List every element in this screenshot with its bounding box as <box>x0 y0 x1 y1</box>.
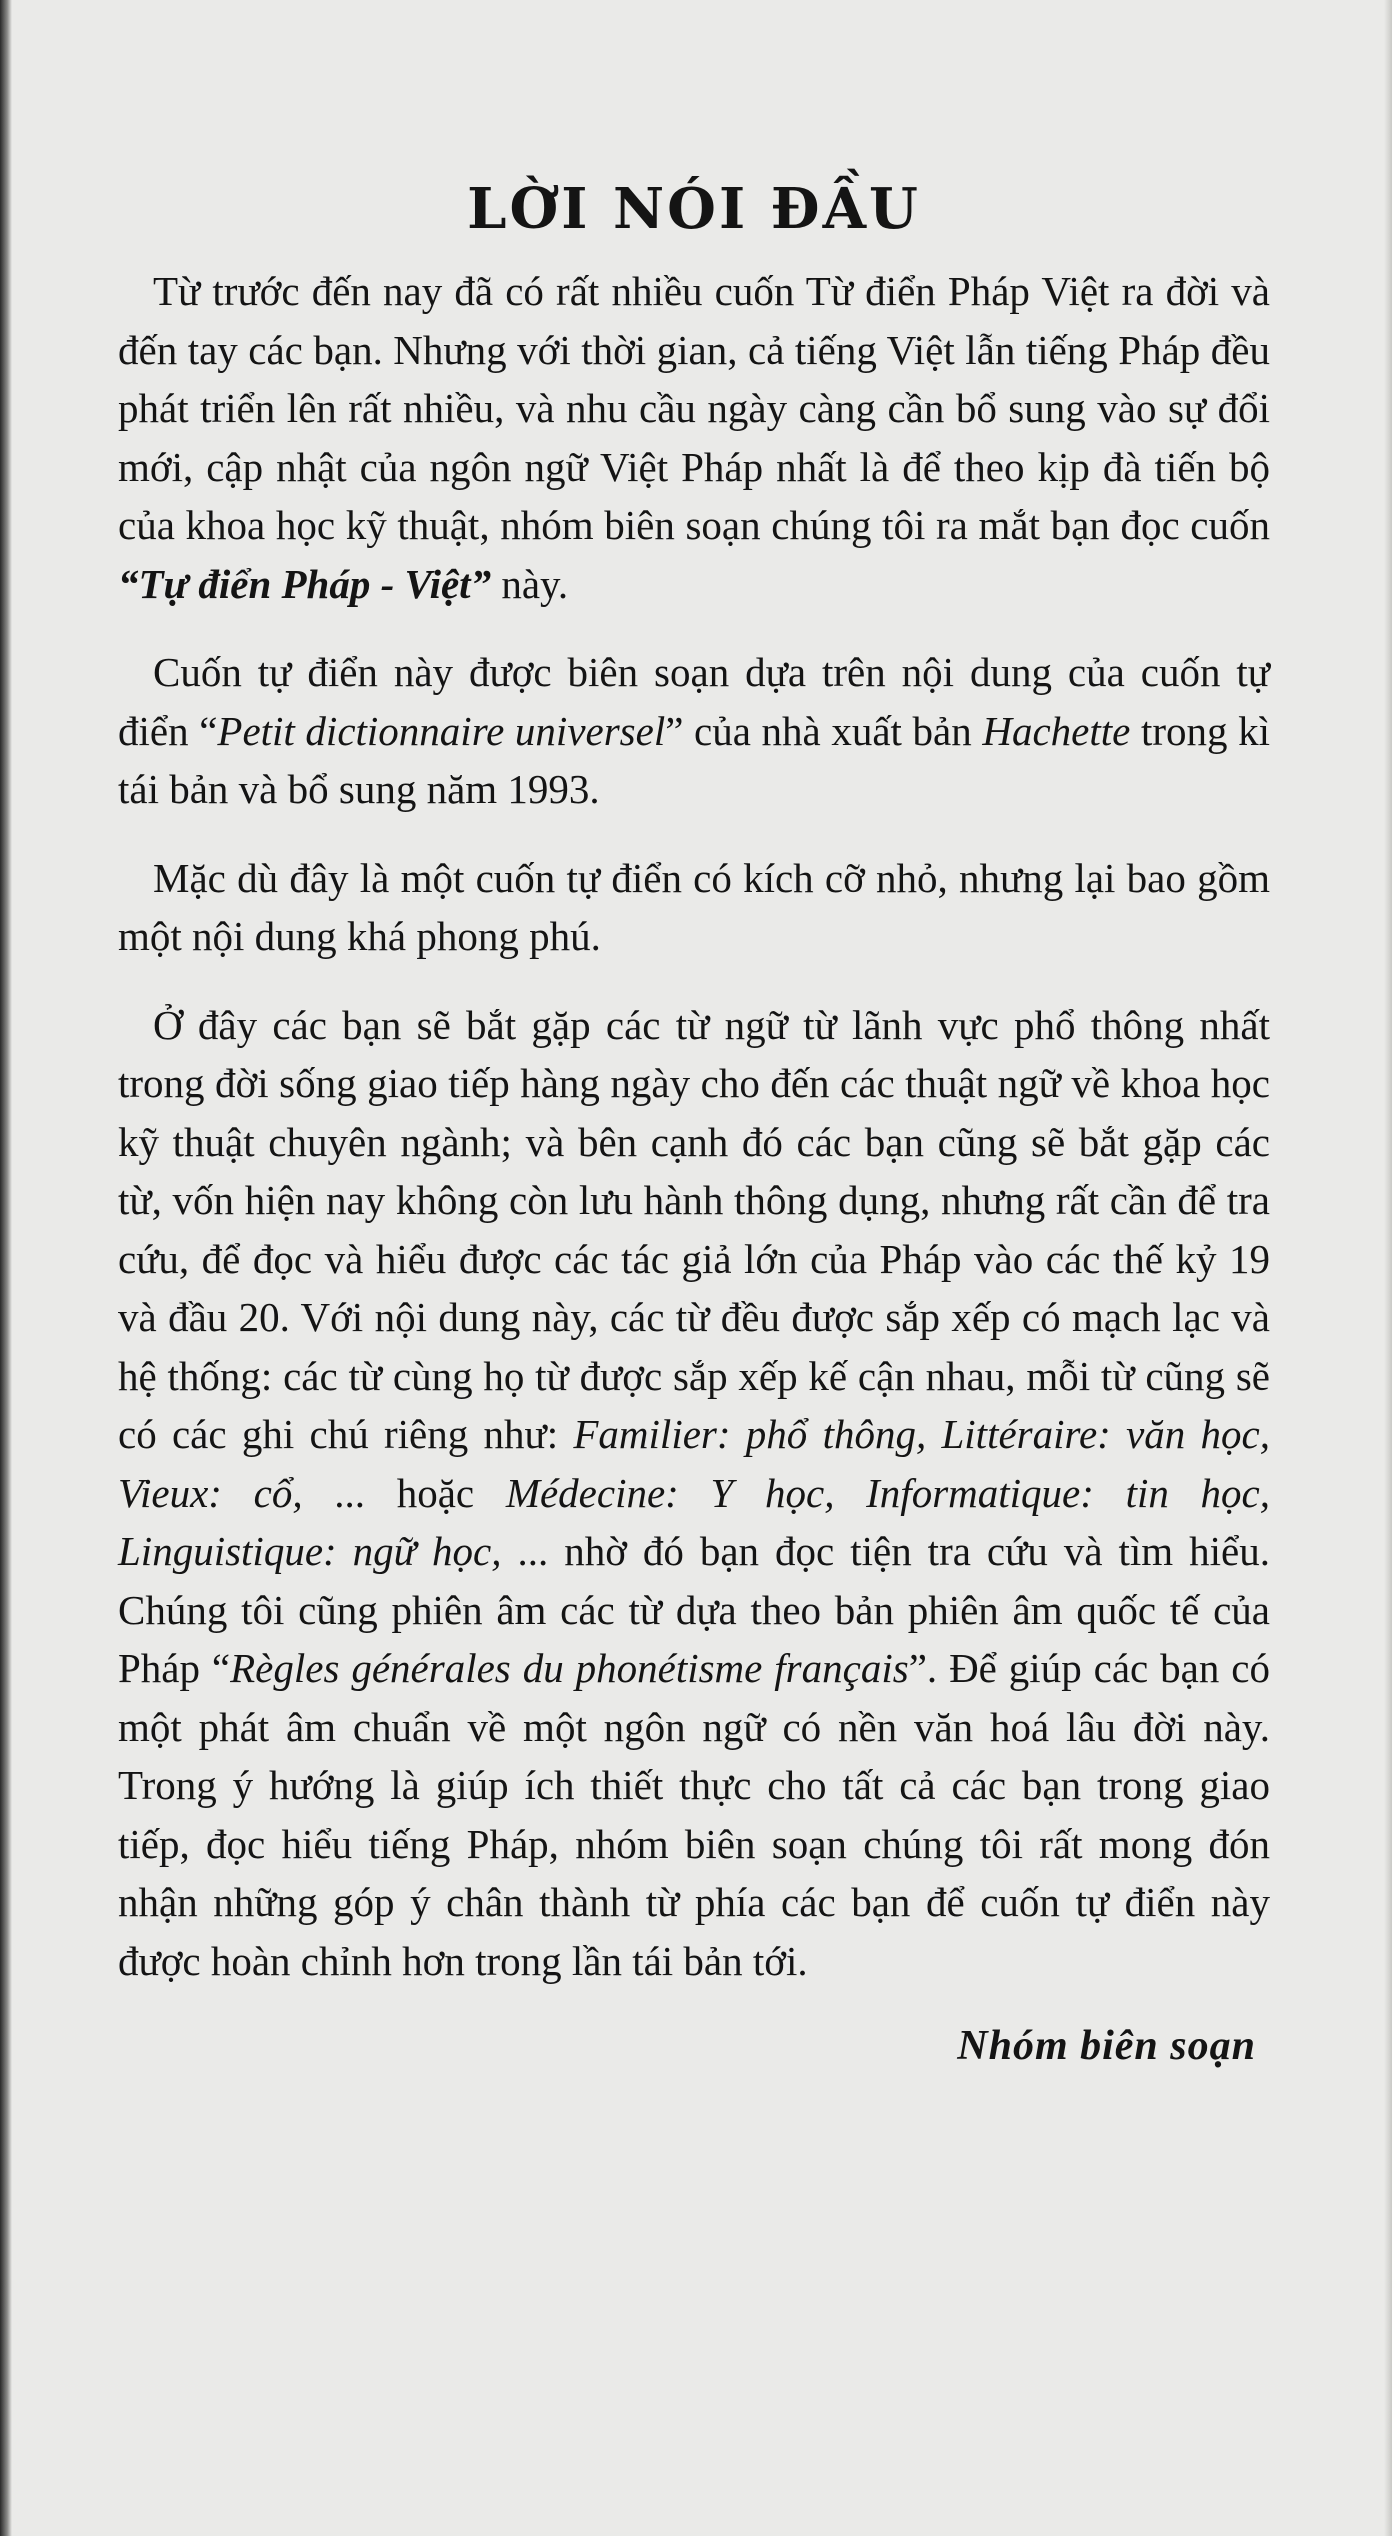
paragraph-source-end: trong kì tái bản và bổ sung năm 1993. <box>118 707 1270 812</box>
page-outer-edge <box>1384 0 1392 2536</box>
source-dictionary-title: Petit dictionnaire universel <box>217 707 666 754</box>
book-title-emphasis: “Tự điển Pháp - Việt” <box>118 560 492 607</box>
paragraph-content-text: Ở đây các bạn sẽ bắt gặp các từ ngữ từ lãnh vực phổ thông nhất trong đời sống giao tiếp hàng ngày cho đến các thuật ngữ về khoa học kỹ thuật chuyên ngành; và bên cạnh đó các bạn cũng sẽ bắt gặp các từ, vốn hiện nay không còn lưu hành thông dụng, nhưng rất cần để tra cứu, để đọc và hiểu được các tác giả lớn của Pháp vào các thế kỷ 19 và đầu 20. Với nội dung này, các từ đều được sắp xếp có mạch lạc và hệ thống: các từ cùng họ từ được sắp xếp kế cận nhau, mỗi từ cũng sẽ có các ghi chú riêng như: <box>118 1001 1270 1457</box>
preface-content <box>118 170 1270 2076</box>
usage-labels-2: Médecine: Y học, Informatique: tin học, Linguistique: ngữ học, <box>118 1469 1271 1574</box>
page-title: LỜI NÓI ĐẦU <box>467 176 921 242</box>
paragraph-content-mid: ... nhờ đó bạn đọc tiện tra cứu và tìm hiểu. Chúng tôi cũng phiên âm các từ dựa theo bản phiên âm quốc tế của Pháp “ <box>118 1528 1271 1691</box>
phonetics-reference-title: Règles générales du phonétisme français <box>230 1645 909 1691</box>
paragraph-content-end: ”. Để giúp các bạn có một phát âm chuẩn về một ngôn ngữ có nền văn hoá lâu đời này. Trong ý hướng là giúp ích thiết thực cho tất cả các bạn trong giao tiếp, đọc hiểu tiếng Pháp, nhóm biên soạn chúng tôi rất mong đón nhận những góp ý chân thành từ phía các bạn để cuốn tự điển này được hoàn chỉnh hơn trong lần tái bản tới. <box>118 1645 1270 1984</box>
signature: Nhóm biên soạn <box>957 2023 1256 2069</box>
paragraph-intro <box>118 262 1270 613</box>
paragraph-content <box>118 996 1270 1991</box>
paragraph-source <box>118 643 1270 819</box>
paragraph-intro-end: này. <box>491 560 569 607</box>
paragraph-content-or: ... hoặc <box>302 1469 506 1516</box>
paragraph-source-text: Cuốn tự điển này được biên soạn dựa trên nội dung của cuốn tự điển “ <box>118 649 1270 754</box>
publisher-name: Hachette <box>982 707 1131 754</box>
paragraph-source-mid: ” của nhà xuất bản <box>665 707 983 754</box>
page-binding-edge <box>0 0 12 2536</box>
paragraph-size: Mặc dù đây là một cuốn tự điển có kích cỡ nhỏ, nhưng lại bao gồm một nội dung khá phong phú. <box>118 854 1270 959</box>
paragraph-intro-text: Từ trước đến nay đã có rất nhiều cuốn Từ điển Pháp Việt ra đời và đến tay các bạn. Nhưng với thời gian, cả tiếng Việt lẫn tiếng Pháp đều phát triển lên rất nhiều, và nhu cầu ngày càng cần bổ sung vào sự đổi mới, cập nhật của ngôn ngữ Việt Pháp nhất là để theo kịp đà tiến bộ của khoa học kỹ thuật, nhóm biên soạn chúng tôi ra mắt bạn đọc cuốn <box>118 268 1270 548</box>
usage-labels-1: Familier: phổ thông, Littéraire: văn học, Vieux: cổ, <box>118 1411 1270 1516</box>
